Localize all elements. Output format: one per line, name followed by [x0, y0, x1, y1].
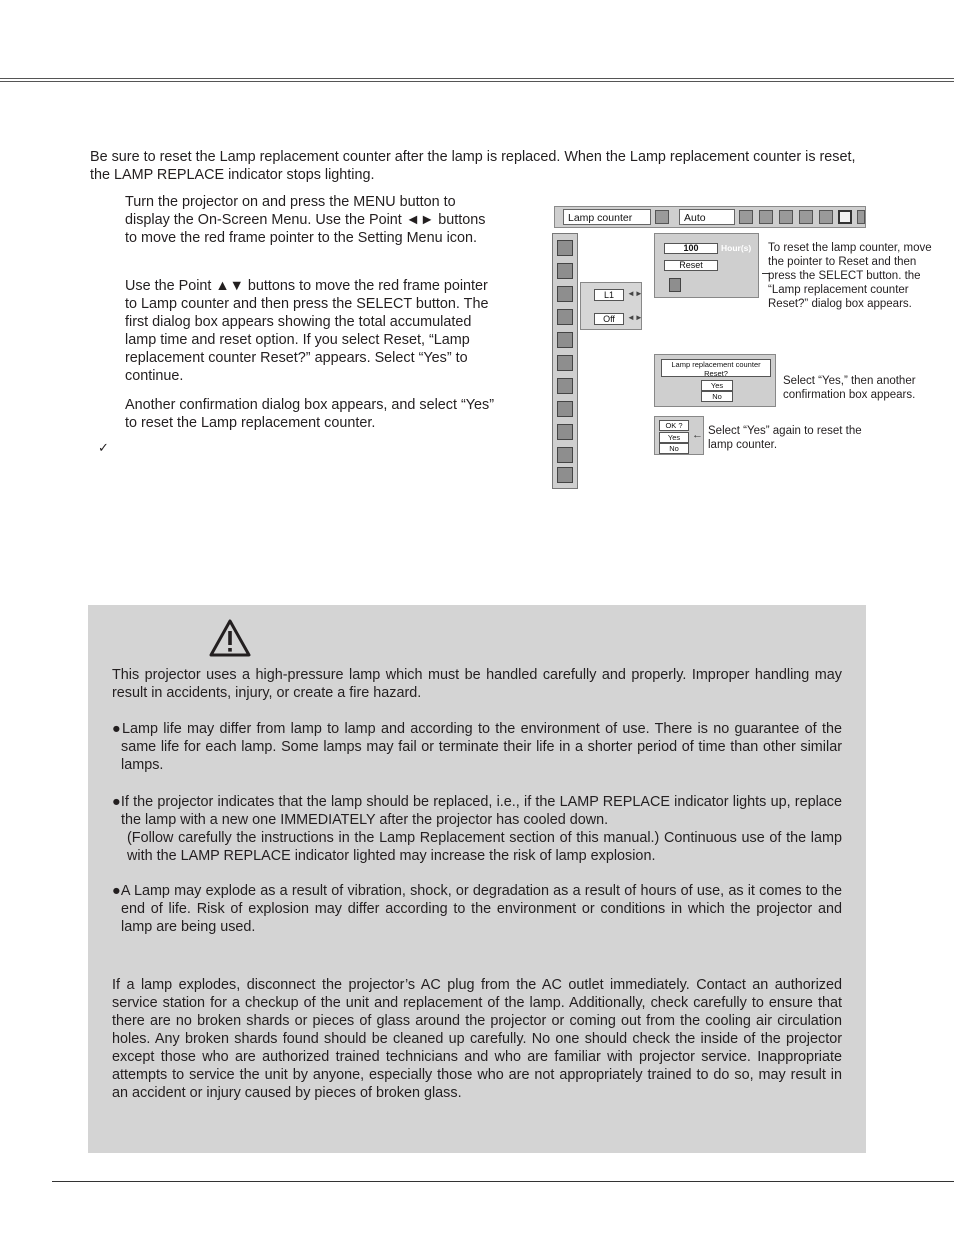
- menu-sidebar: [552, 233, 578, 489]
- info-icon: [819, 210, 833, 224]
- reset-option: Reset: [664, 260, 718, 271]
- image-adjust-icon: [655, 210, 669, 224]
- lr-arrows-icon: ◄►: [627, 289, 643, 298]
- select-yes-again-callout: Select “Yes” again to reset the lamp counter.: [708, 425, 862, 451]
- lamp-counter-icon: [557, 424, 573, 440]
- hours-value: 100: [664, 243, 718, 254]
- confirm-dialog: [654, 354, 776, 407]
- toggle-value: Off: [594, 313, 624, 325]
- confirm-title-box: [661, 359, 771, 377]
- menu-bar: [554, 206, 866, 228]
- screen-icon: [739, 210, 753, 224]
- arrow-left-icon: ←: [692, 429, 703, 441]
- extra-icon: [857, 210, 865, 224]
- step-1-text: Turn the projector on and press the MENU button to display the On-Screen Menu. Use the Point ◄► buttons to move the red frame pointer to the Setting Menu icon.: [125, 194, 486, 246]
- caution-bullet-2-continued: (Follow carefully the instructions in the Lamp Replacement section of this manual.) Continuous use of the lamp with the LAMP REPLACE indicator lighted may increase the risk of lamp explosion.: [127, 830, 842, 864]
- caution-bullet-1: ●Lamp life may differ from lamp to lamp and according to the environment of use. There is no guarantee of the same life for each lamp. Some lamps may fail or terminate their life in a shorter period of time than other similar lamps.: [112, 721, 842, 773]
- check-mark-icon: ✓: [98, 440, 109, 455]
- pc-adjust-icon: [799, 210, 813, 224]
- lr-arrows-icon: ◄►: [627, 313, 643, 322]
- input-icon: [779, 210, 793, 224]
- confirm-question: Reset?: [704, 369, 728, 378]
- fan-icon: [557, 309, 573, 325]
- language-icon: [557, 240, 573, 256]
- menu-position-icon: [557, 263, 573, 279]
- display-icon: [557, 355, 573, 371]
- sound-icon: [759, 210, 773, 224]
- caution-paragraph-2: If a lamp explodes, disconnect the projector’s AC plug from the AC outlet immediately. Contact an authorized service station for a checkup of the unit and replacement of the lamp. Additionally, check carefully to ensure that there are no broken shards or pieces of glass around the projector or coming out from the cooling air circulation holes. Any broken shards found should be cleaned up carefully. No one should check the inside of the projector except those who are authorized trained technicians and who are familiar with projector service. Inappropriate attempts to service the unit by anyone, especially those who are not appropriately trained to do so, may result in an accident or injury caused by pieces of broken glass.: [112, 977, 842, 1101]
- caution-bullet-3: ●A Lamp may explode as a result of vibration, shock, or degradation as a result of hours of use, as it comes to the end of life. Risk of explosion may differ according to the environment or conditions in which the projector and lamp are being used.: [112, 883, 842, 935]
- lamp-submenu: [580, 282, 642, 330]
- filter-icon: [557, 332, 573, 348]
- lamp-value: L1: [594, 289, 624, 301]
- confirm-title: Lamp replacement counter: [671, 360, 761, 369]
- no-option: No: [701, 391, 733, 402]
- caution-paragraph-1: This projector uses a high-pressure lamp which must be handled carefully and properly. Improper handling may result in accidents, injury, or create a fire hazard.: [112, 667, 842, 701]
- hours-label: Hour(s): [721, 243, 752, 253]
- reset-callout: To reset the lamp counter, move the pointer to Reset and then press the SELECT button. the “Lamp replacement counter Reset?” dialog box appears.: [768, 242, 932, 310]
- yes-option: Yes: [701, 380, 733, 391]
- warning-triangle-icon: [208, 618, 252, 658]
- lamp-counter-dialog: [654, 233, 759, 298]
- footer-rule: [52, 1181, 954, 1182]
- no-option: No: [659, 443, 689, 454]
- select-yes-callout: Select “Yes,” then another confirmation box appears.: [783, 375, 916, 401]
- lamp-counter-tab: Lamp counter: [563, 209, 651, 225]
- ok-question: OK ?: [659, 420, 689, 431]
- step-2-text: Use the Point ▲▼ buttons to move the red frame pointer to Lamp counter and then press the SELECT button. The first dialog box appears showing the total accumulated lamp time and reset option. If you select Reset, “Lamp replacement counter Reset?” appears. Select “Yes” to continue.: [125, 278, 489, 384]
- lamp-icon: [557, 286, 573, 302]
- setting-icon: [838, 210, 852, 224]
- caution-bullet-2: ●If the projector indicates that the lamp should be replaced, i.e., if the LAMP REPLACE indicator lights up, replace the lamp with a new one IMMEDIATELY after the projector has cooled down.: [112, 794, 842, 828]
- intro-paragraph: Be sure to reset the Lamp replacement counter after the lamp is replaced. When the Lamp replacement counter is reset, the LAMP REPLACE indicator stops lighting.: [90, 149, 856, 183]
- exit-icon: [669, 278, 681, 292]
- exit-icon: [557, 467, 573, 483]
- header-rule-secondary: [0, 81, 954, 82]
- yes-option: Yes: [659, 432, 689, 443]
- arrow-down-icon: [557, 447, 573, 463]
- mode-label: Auto: [679, 209, 735, 225]
- caption-icon: [557, 401, 573, 417]
- step-3-text: Another confirmation dialog box appears, and select “Yes” to reset the Lamp replacement counter.: [125, 397, 495, 431]
- security-icon: [557, 378, 573, 394]
- header-rule: [0, 78, 954, 79]
